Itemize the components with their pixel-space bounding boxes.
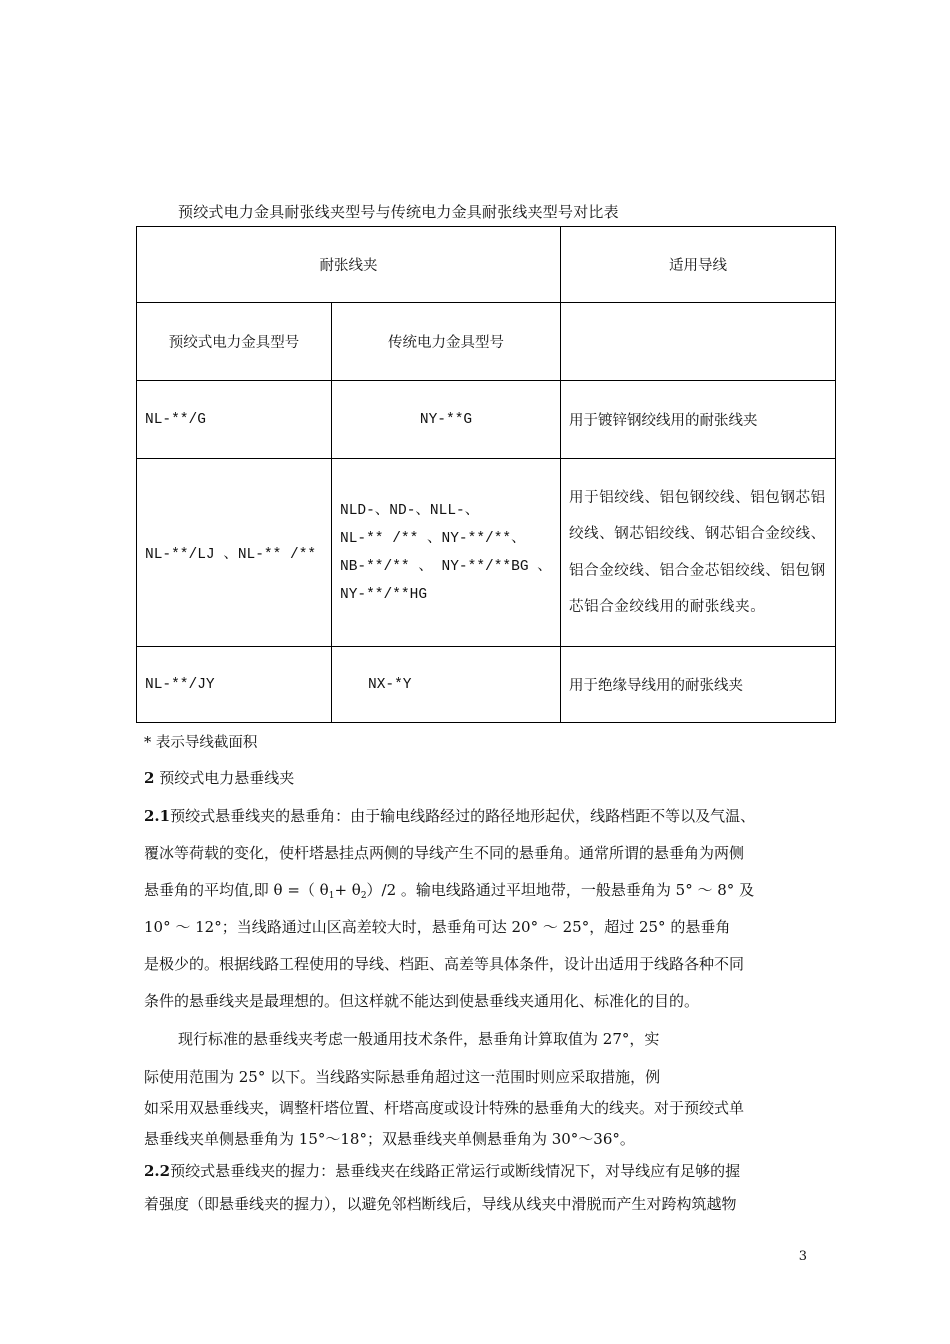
model-line: NB-**/** 、 NY-**/**BG 、 [340,558,552,575]
preformed-model-cell: NL-**/LJ 、NL-** /** [137,459,332,647]
empty-cell [561,303,836,381]
table-caption: 预绞式电力金具耐张线夹型号与传统电力金具耐张线夹型号对比表 [178,203,619,221]
col-traditional-model: 传统电力金具型号 [332,303,561,381]
paragraph-line: 着强度（即悬垂线夹的握力），以避免邻档断线后，导线从线夹中滑脱而产生对跨构筑越物 [144,1195,737,1213]
subsection-number: 2.2 [144,1162,171,1180]
paragraph-line: 2.1预绞式悬垂线夹的悬垂角：由于输电线路经过的路径地形起伏，线路档距不等以及气温、 [144,807,756,825]
paragraph-line: 悬垂线夹单侧悬垂角为 15°～18°；双悬垂线夹单侧悬垂角为 30°～36°。 [144,1130,635,1148]
model-line: NLD-、ND-、NLL-、 [340,502,480,519]
comparison-table [136,226,836,723]
paragraph-line: 10° ～ 12°；当线路通过山区高差较大时，悬垂角可达 20° ～ 25°，超过 25° 的悬垂角 [144,918,731,936]
section-title: 预绞式电力悬垂线夹 [159,769,295,787]
header-tension-clamp: 耐张线夹 [137,227,561,303]
preformed-model-cell: NL-**/JY [137,647,332,723]
table-row [137,647,836,723]
preformed-model-cell: NL-**/G [137,381,332,459]
section-heading [144,767,294,788]
applicable-conductor-cell: 用于铝绞线、铝包钢绞线、铝包钢芯铝绞线、钢芯铝绞线、钢芯铝合金绞线、铝合金绞线、铝合金芯铝绞线、铝包钢芯铝合金绞线用的耐张线夹。 [561,459,836,647]
paragraph-line: 是极少的。根据线路工程使用的导线、档距、高差等具体条件，设计出适用于线路各种不同 [144,955,745,973]
table-row [137,459,836,647]
subsection-number: 2.1 [144,807,171,825]
table-footnote: * 表示导线截面积 [144,735,258,751]
applicable-conductor-cell: 用于绝缘导线用的耐张线夹 [561,647,836,723]
paragraph-line: 覆冰等荷载的变化，使杆塔悬挂点两侧的导线产生不同的悬垂角。通常所谓的悬垂角为两侧 [144,844,745,862]
paragraph-line: 如采用双悬垂线夹，调整杆塔位置、杆塔高度或设计特殊的悬垂角大的线夹。对于预绞式单 [144,1099,745,1117]
table-header-row [137,227,836,303]
paragraph-line: 悬垂角的平均值,即 θ =（ $\theta_1+ \theta_2)/2$ 。输电线路通过平坦地带，一般悬垂角为 5° ～ 8° 及 [144,881,755,901]
section-number: 2 [144,769,155,787]
traditional-model-cell: NX-*Y [332,647,561,723]
header-applicable-conductor: 适用导线 [561,227,836,303]
traditional-model-cell [332,459,561,647]
paragraph-line: 2.2预绞式悬垂线夹的握力：悬垂线夹在线路正常运行或断线情况下，对导线应有足够的握 [144,1162,741,1180]
model-line: NL-** /** 、NY-**/**、 [340,530,526,547]
applicable-conductor-cell: 用于镀锌钢绞线用的耐张线夹 [561,381,836,459]
traditional-model-cell: NY-**G [332,381,561,459]
paragraph-line: 现行标准的悬垂线夹考虑一般通用技术条件，悬垂角计算取值为 27°，实 [178,1030,660,1048]
paragraph-line: 际使用范围为 25° 以下。当线路实际悬垂角超过这一范围时则应采取措施，例 [144,1068,661,1086]
table-subheader-row [137,303,836,381]
paragraph-line: 条件的悬垂线夹是最理想的。但这样就不能达到使悬垂线夹通用化、标准化的目的。 [144,992,700,1010]
col-preformed-model: 预绞式电力金具型号 [137,303,332,381]
page-number: 3 [798,1249,807,1264]
table-row [137,381,836,459]
model-line: NY-**/**HG [340,586,428,603]
